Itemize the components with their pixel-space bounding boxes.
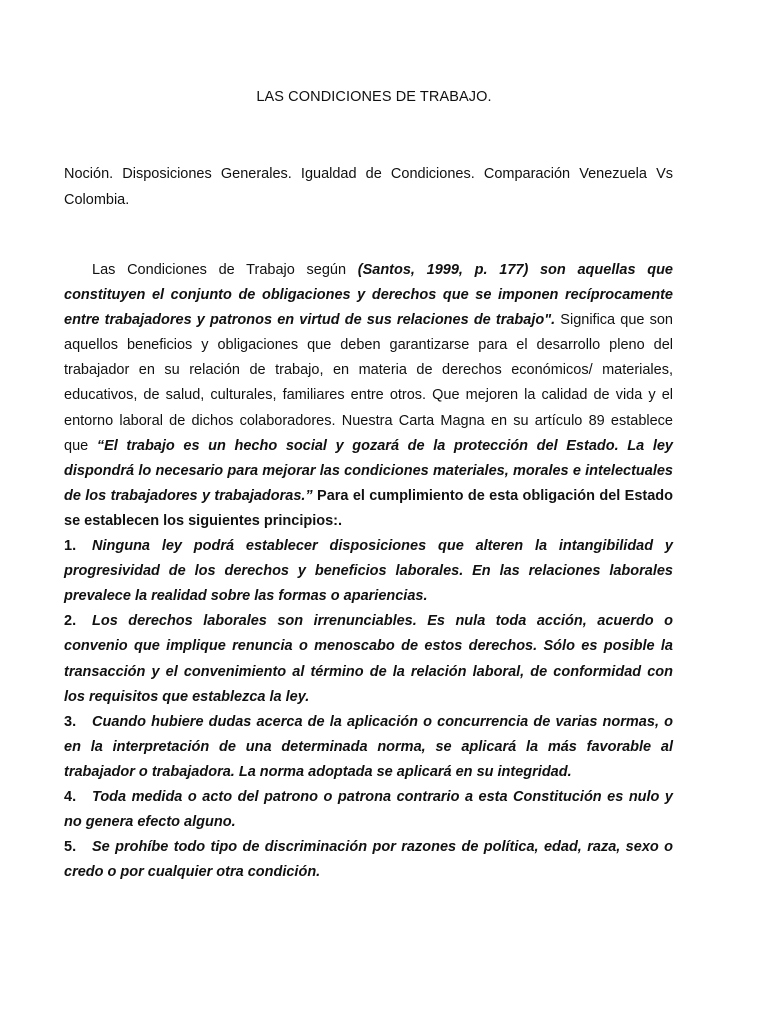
citation-text: (Santos, 1999, p. 177) son aquellas que constituyen el conjunto de obligaciones y derechos que se imponen recíprocamente entre trabajadores y patronos en virtud de sus relaciones de trabajo". <box>64 262 673 329</box>
principle-item <box>64 609 673 709</box>
document-title: LAS CONDICIONES DE TRABAJO. <box>256 89 492 105</box>
constitution-quote: “El trabajo es un hecho social y gozará de la protección del Estado. La ley dispondrá lo necesario para mejorar las condiciones materiales, morales e intelectuales de los trabajadores y trabajadoras.” <box>64 437 673 504</box>
principle-text: Los derechos laborales son irrenunciables. Es nula toda acción, acuerdo o convenio que implique renuncia o menoscabo de estos derechos. Sólo es posible la transacción y el convenimiento al término de la relación laboral, de conformidad con los requisitos que establezca la ley. <box>64 613 673 705</box>
principle-item <box>64 785 673 835</box>
principle-item <box>64 835 673 885</box>
document-page <box>64 0 673 1024</box>
document-subtitle: Noción. Disposiciones Generales. Igualdad de Condiciones. Comparación Venezuela Vs Colombia. <box>64 166 673 208</box>
intro-paragraph <box>64 258 673 534</box>
principle-number: 3. <box>64 713 77 730</box>
principle-item <box>64 534 673 609</box>
principle-number: 1. <box>64 538 77 555</box>
principle-number: 2. <box>64 613 77 630</box>
principle-text: Cuando hubiere dudas acerca de la aplicación o concurrencia de varias normas, o en la interpretación de una determinada norma, se aplicará la más favorable al trabajador o trabajadora. La norma adoptada se aplicará en su integridad. <box>64 713 673 780</box>
principle-text: Ninguna ley podrá establecer disposiciones que alteren la intangibilidad y progresividad de los derechos y beneficios laborales. En las relaciones laborales prevalece la realidad sobre las formas o apariencias. <box>64 538 673 605</box>
principle-number: 5. <box>64 839 77 856</box>
principles-intro: Para el cumplimiento de esta obligación del Estado se establecen los siguientes principios:. <box>64 487 673 529</box>
principle-number: 4. <box>64 788 77 805</box>
principle-text: Se prohíbe todo tipo de discriminación por razones de política, edad, raza, sexo o credo o por cualquier otra condición. <box>64 839 673 881</box>
document-body <box>64 258 673 885</box>
intro-text: Las Condiciones de Trabajo según <box>92 262 358 278</box>
principle-item <box>64 710 673 785</box>
explanation-text: Significa que son aquellos beneficios y obligaciones que deben garantizarse para el desarrollo pleno del trabajador en su relación de trabajo, en materia de derechos económicos/ materiales, educativos, de salud, culturales, familiares entre otros. Que mejoren la calidad de vida y el entorno laboral de dichos colaboradores. Nuestra Carta Magna en su artículo 89 establece que <box>64 312 673 454</box>
principle-text: Toda medida o acto del patrono o patrona contrario a esta Constitución es nulo y no genera efecto alguno. <box>64 788 673 831</box>
